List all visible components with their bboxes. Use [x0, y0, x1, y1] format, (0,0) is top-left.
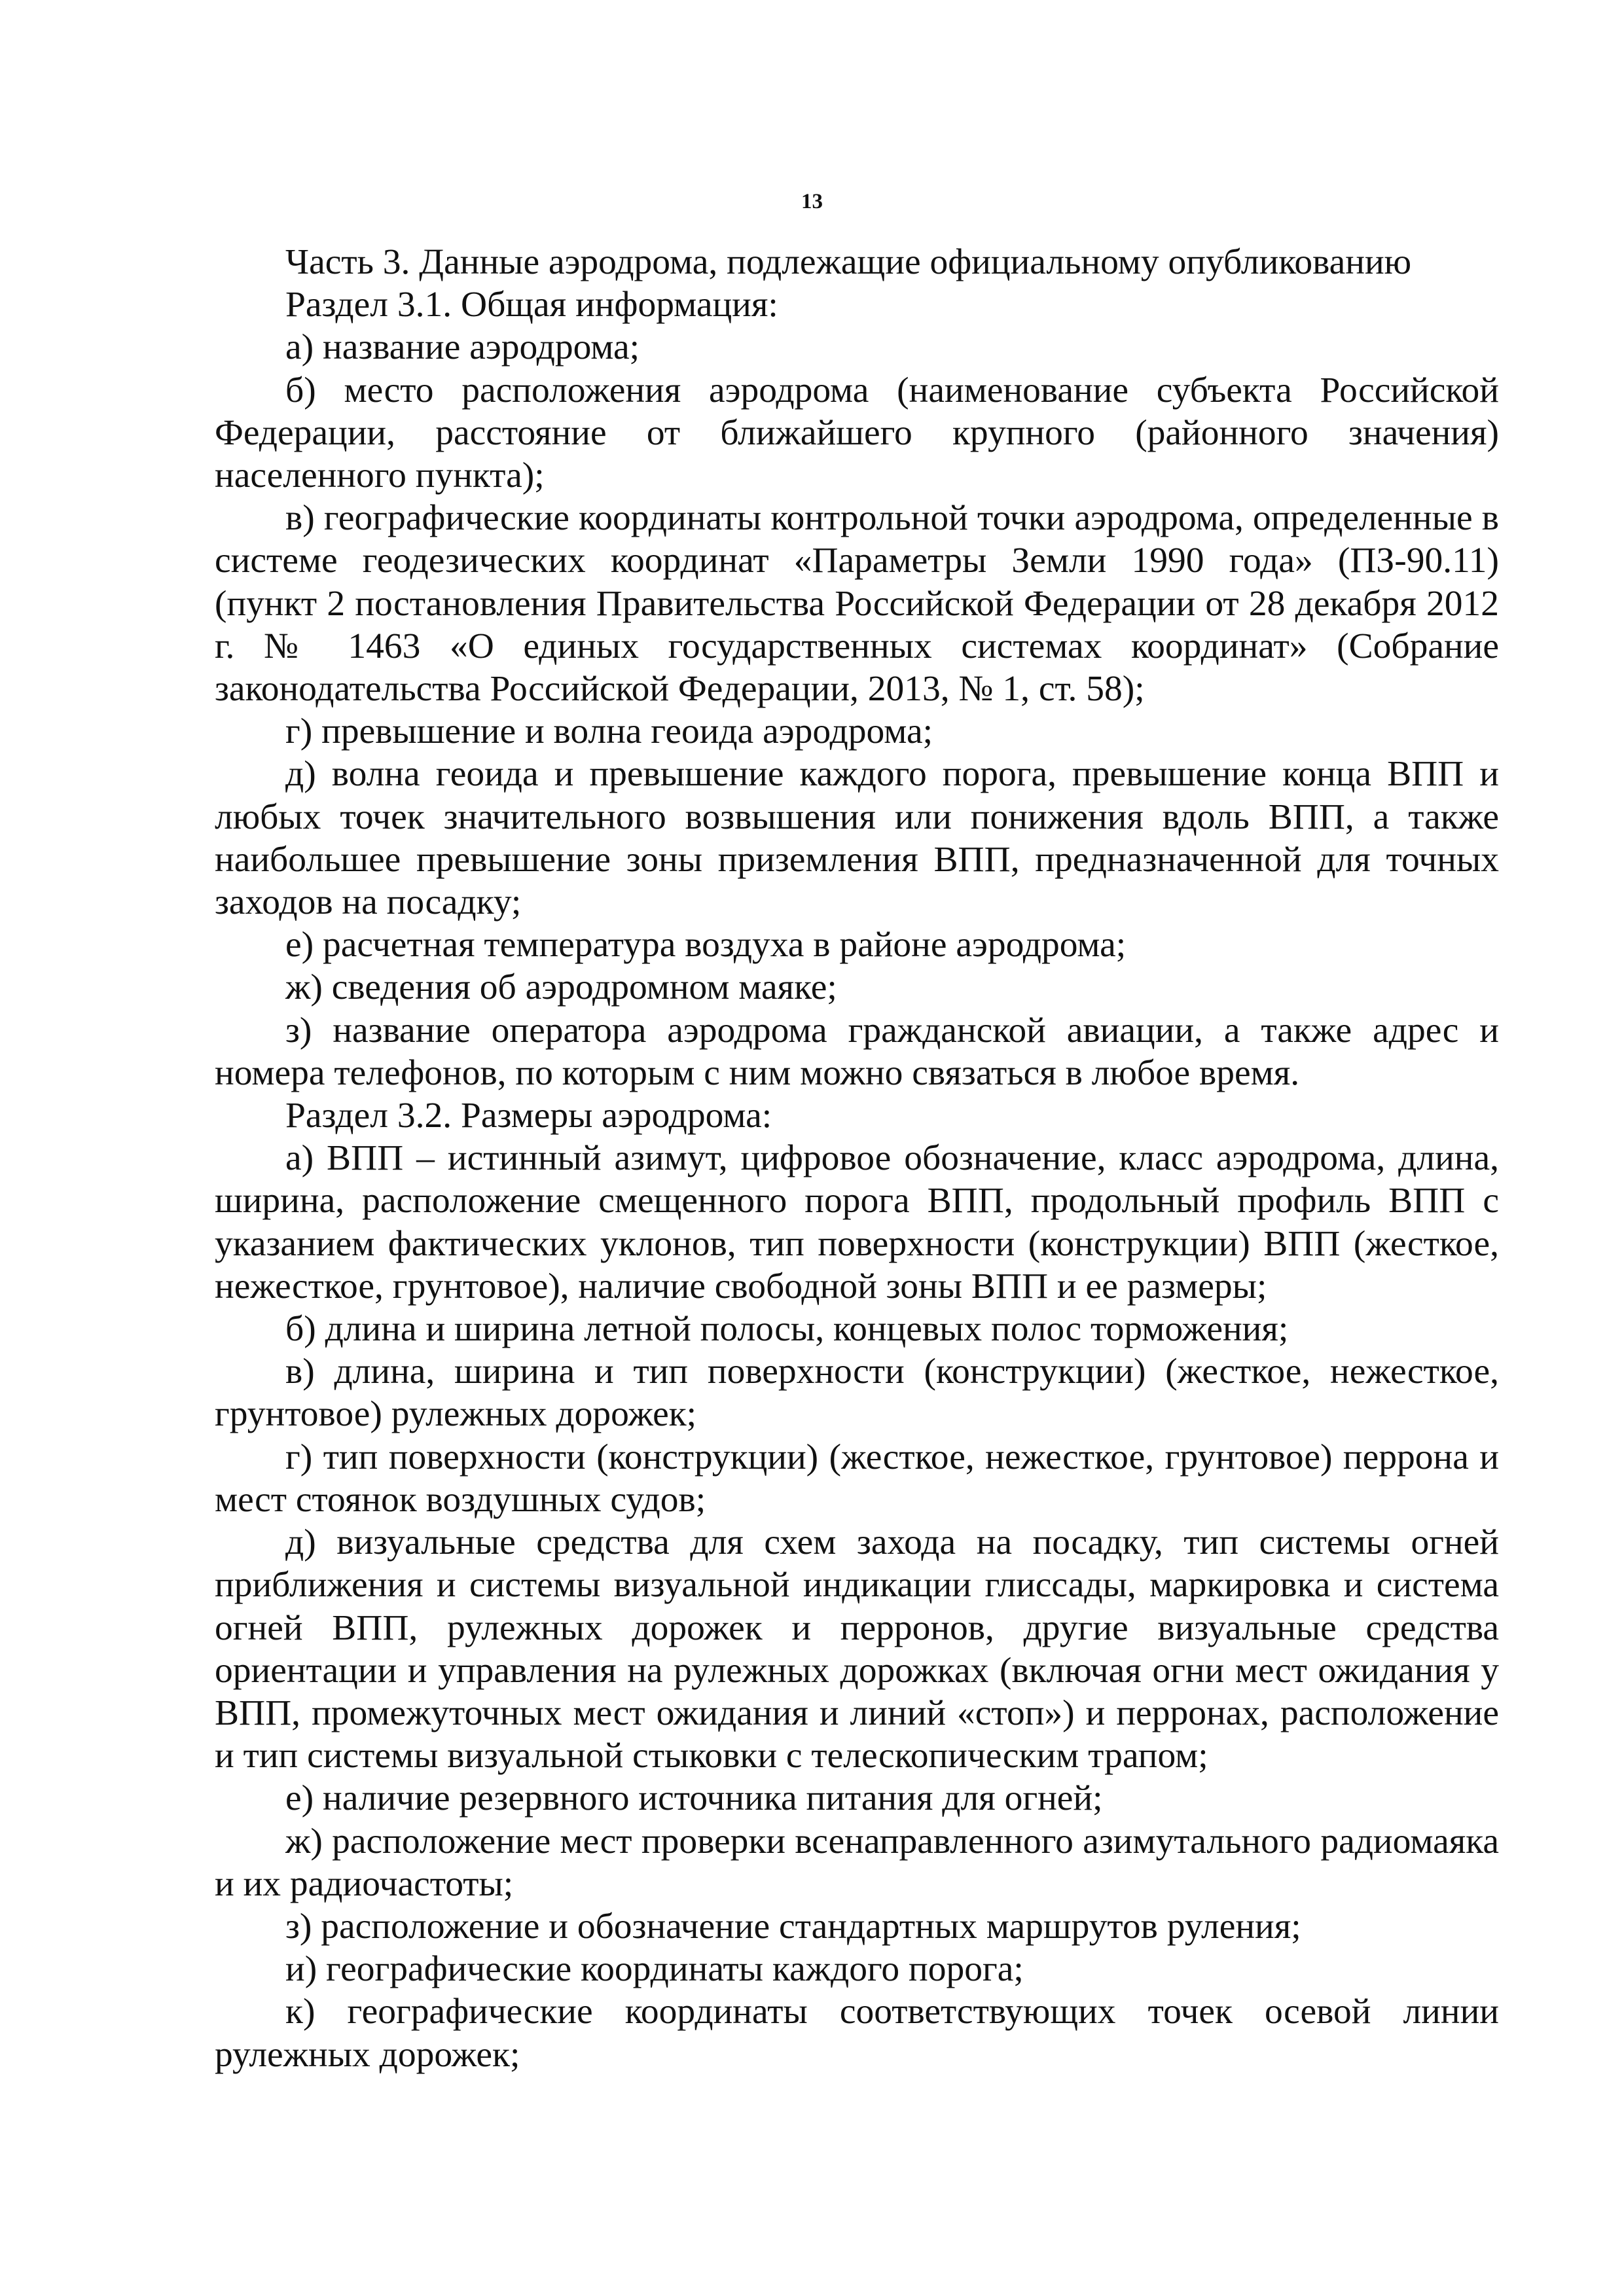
list-item: г) тип поверхности (конструкции) (жесткое, нежесткое, грунтовое) перрона и мест стоянок воздушных судов; — [215, 1437, 1499, 1520]
list-item: а) название аэродрома; — [285, 327, 640, 368]
list-item: з) название оператора аэродрома гражданской авиации, а также адрес и номера телефонов, по которым с ним можно связаться в любое время. — [215, 1010, 1499, 1093]
section-title: Раздел 3.2. Размеры аэродрома: — [285, 1096, 772, 1136]
list-item: в) географические координаты контрольной точки аэродрома, определенные в системе геодезических координат «Параметры Земли 1990 года» (ПЗ-90.11) (пункт 2 постановления Правительства Российской Федерации от 28 декабря 2012 г. № 1463 «О единых государственных системах координат» (Собрание законодательства Российской Федерации, 2013, № 1, ст. 58); — [215, 498, 1499, 709]
list-item: к) географические координаты соответствующих точек осевой линии рулежных дорожек; — [215, 1992, 1499, 2075]
list-item: б) место расположения аэродрома (наименование субъекта Российской Федерации, расстояние от ближайшего крупного (районного значения) населенного пункта); — [215, 370, 1499, 496]
page-number: 13 — [801, 190, 823, 213]
list-item: а) ВПП – истинный азимут, цифровое обозначение, класс аэродрома, длина, ширина, расположение смещенного порога ВПП, продольный профиль ВПП с указанием фактических уклонов, тип поверхности (конструкции) ВПП (жесткое, нежесткое, грунтовое), наличие свободной зоны ВПП и ее размеры; — [215, 1138, 1499, 1306]
list-item: б) длина и ширина летной полосы, концевых полос торможения; — [285, 1309, 1289, 1350]
part-title: Часть 3. Данные аэродрома, подлежащие официальному опубликованию — [285, 242, 1412, 282]
section-title: Раздел 3.1. Общая информация: — [285, 285, 778, 325]
list-item: ж) расположение мест проверки всенаправленного азимутального радиомаяка и их радиочастоты; — [215, 1821, 1499, 1904]
list-item: в) длина, ширина и тип поверхности (конструкции) (жесткое, нежесткое, грунтовое) рулежных дорожек; — [215, 1352, 1499, 1435]
list-item: и) географические координаты каждого порога; — [285, 1949, 1024, 1990]
list-item: д) волна геоида и превышение каждого порога, превышение конца ВПП и любых точек значительного возвышения или понижения вдоль ВПП, а также наибольшее превышение зоны приземления ВПП, предназначенной для точных заходов на посадку; — [215, 754, 1499, 923]
list-item: з) расположение и обозначение стандартных маршрутов руления; — [285, 1906, 1301, 1946]
list-item: г) превышение и волна геоида аэродрома; — [285, 711, 933, 752]
list-item: е) расчетная температура воздуха в районе аэродрома; — [285, 925, 1127, 965]
list-item: д) визуальные средства для схем захода на посадку, тип системы огней приближения и системы визуальной индикации глиссады, маркировка и система огней ВПП, рулежных дорожек и перронов, другие визуальные средства ориентации и управления на рулежных дорожках (включая огни мест ожидания у ВПП, промежуточных мест ожидания и линий «стоп») и перронах, расположение и тип системы визуальной стыковки с телескопическим трапом; — [215, 1522, 1499, 1776]
list-item: ж) сведения об аэродромном маяке; — [285, 967, 837, 1008]
document-body — [215, 241, 1499, 2076]
list-item: е) наличие резервного источника питания для огней; — [285, 1778, 1103, 1819]
